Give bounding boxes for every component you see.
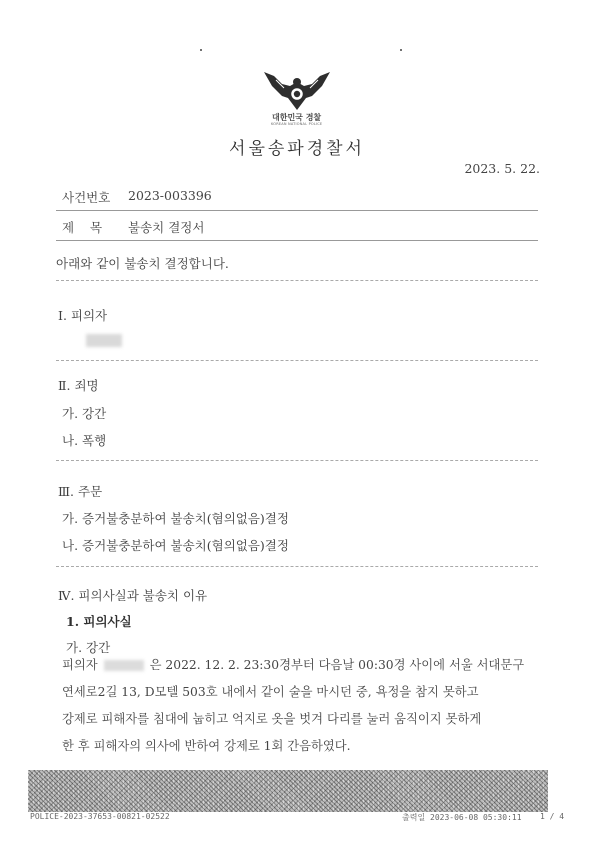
divider	[56, 566, 538, 567]
divider	[56, 280, 538, 281]
charge-item: 나. 폭행	[62, 433, 107, 448]
subject-value: 불송치 결정서	[128, 220, 205, 235]
section-heading-suspect: Ⅰ. 피의자	[58, 308, 108, 323]
intro-text: 아래와 같이 불송치 결정합니다.	[56, 256, 229, 271]
case-number-label: 사건번호	[62, 190, 111, 205]
logo-text-kr: 대한민국 경찰	[272, 113, 322, 122]
redacted-name	[104, 660, 144, 671]
paragraph-line	[62, 652, 542, 679]
paragraph-line: 강제로 피해자를 침대에 눕히고 억지로 옷을 벗겨 다리를 눌러 움직이지 못하게	[62, 712, 482, 726]
redacted-name	[86, 334, 122, 347]
police-emblem-icon	[262, 62, 332, 112]
logo-text-en: KOREAN NATIONAL POLICE	[271, 122, 323, 126]
section-heading-charges: Ⅱ. 죄명	[58, 378, 99, 393]
subsection-item: 가. 강간	[66, 640, 111, 655]
divider	[56, 360, 538, 361]
paragraph-line: 연세로2길 13, D모텔 503호 내에서 같이 술을 마시던 중, 욕정을 참지 못하고	[62, 685, 479, 699]
order-item: 나. 증거불충분하여 불송치(혐의없음)결정	[62, 538, 289, 553]
charge-item: 가. 강간	[62, 406, 107, 421]
scan-speck	[400, 49, 402, 51]
paragraph-line: 한 후 피해자의 의사에 반하여 강제로 1회 간음하였다.	[62, 739, 351, 753]
page-title: 서울송파경찰서	[229, 139, 365, 159]
case-number-value: 2023-003396	[128, 188, 212, 203]
order-item: 가. 증거불충분하여 불송치(혐의없음)결정	[62, 511, 289, 526]
document-date: 2023. 5. 22.	[464, 161, 540, 176]
subject-label: 제 목	[62, 220, 103, 235]
divider	[56, 460, 538, 461]
footer-doc-id: POLICE-2023-37653-00821-02522	[30, 812, 170, 821]
scan-noise-band	[28, 770, 548, 812]
footer-print-date: 출력일 2023-06-08 05:30:11	[402, 813, 522, 822]
scan-speck	[200, 49, 202, 51]
paragraph-text: 은 2022. 12. 2. 23:30경부터 다음날 00:30경 사이에 서울 서대문구	[149, 658, 525, 672]
facts-paragraph	[62, 652, 542, 760]
section-heading-facts: Ⅳ. 피의사실과 불송치 이유	[58, 588, 208, 603]
divider	[56, 240, 538, 241]
section-heading-order: Ⅲ. 주문	[58, 484, 103, 499]
subsection-heading: 1. 피의사실	[66, 614, 132, 629]
paragraph-text: 피의자	[62, 658, 98, 672]
divider	[56, 210, 538, 211]
footer-page-number: 1 / 4	[540, 812, 565, 821]
